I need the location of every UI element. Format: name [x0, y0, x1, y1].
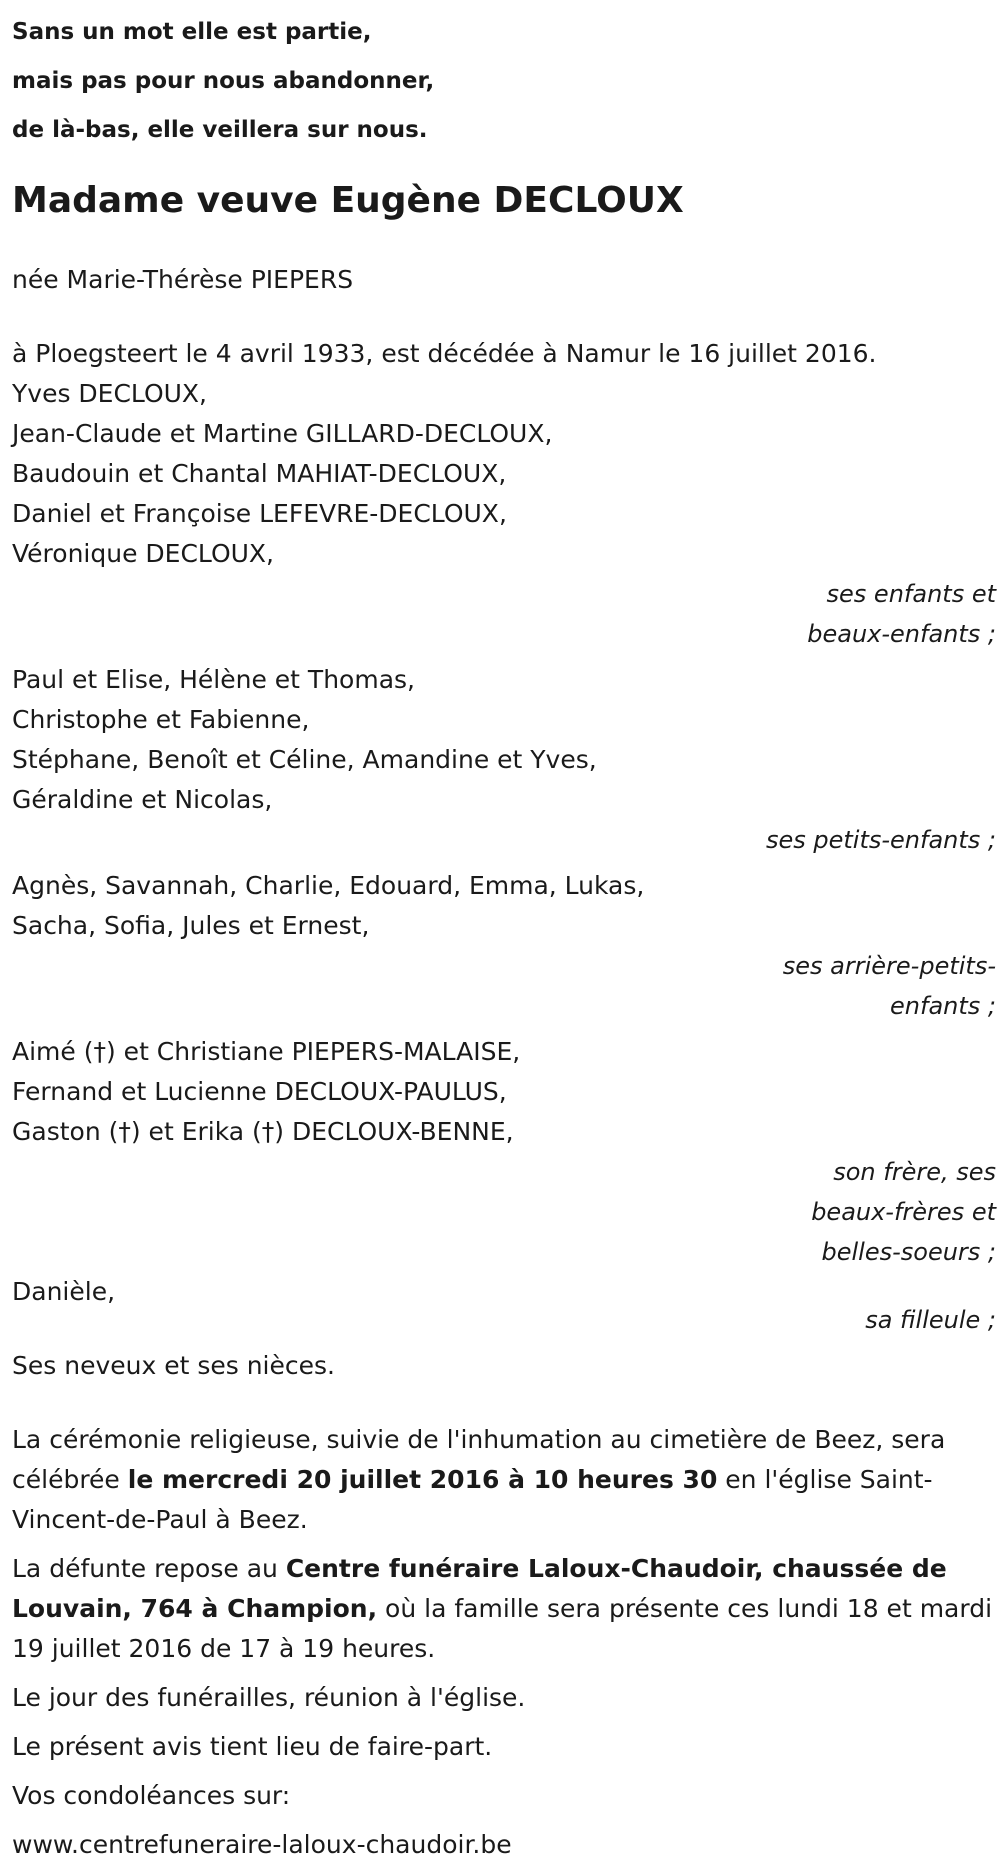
grandchildren-group — [12, 660, 998, 820]
obituary-content — [12, 0, 998, 1865]
family-member-line: Paul et Elise, Hélène et Thomas, — [12, 665, 415, 694]
family-member-line: Baudouin et Chantal MAHIAT-DECLOUX, — [12, 459, 507, 488]
family-member-line: Christophe et Fabienne, — [12, 705, 310, 734]
family-member-line: Aimé (†) et Christiane PIEPERS-MALAISE, — [12, 1037, 521, 1066]
family-member-line: Danièle, — [12, 1277, 116, 1306]
relation-line: son frère, ses — [833, 1158, 996, 1186]
dates-line: à Ploegsteert le 4 avril 1933, est décédée à Namur le 16 juillet 2016. — [12, 339, 877, 368]
family-member-line: Fernand et Lucienne DECLOUX-PAULUS, — [12, 1077, 507, 1106]
relation-line: ses arrière-petits- — [782, 952, 996, 980]
relation-line: beaux-enfants ; — [807, 620, 996, 648]
funeral-day-line: Le jour des funérailles, réunion à l'église. — [12, 1683, 526, 1712]
family-member-line: Sacha, Sofia, Jules et Ernest, — [12, 911, 370, 940]
family-member-line: Jean-Claude et Martine GILLARD-DECLOUX, — [12, 419, 553, 448]
family-member-line: Géraldine et Nicolas, — [12, 785, 273, 814]
ceremony-intro: La cérémonie religieuse, suivie de l'inhumation au cimetière de Beez, sera célébrée — [12, 1425, 946, 1494]
goddaughter-relation — [12, 1300, 998, 1340]
epigraph — [12, 0, 998, 155]
notice-line: Le présent avis tient lieu de faire-part. — [12, 1732, 493, 1761]
epigraph-line-1: Sans un mot elle est partie, — [12, 19, 372, 45]
ceremony-location: en l'église Saint-Vincent-de-Paul à Beez. — [12, 1465, 933, 1534]
relation-line: belles-soeurs ; — [821, 1238, 996, 1266]
repose-location: Centre funéraire Laloux-Chaudoir, chaussée de Louvain, 764 à Champion, — [12, 1554, 947, 1623]
relation-line: ses petits-enfants ; — [765, 826, 996, 854]
family-member-line: Yves DECLOUX, — [12, 379, 208, 408]
family-member-line: Gaston (†) et Erika (†) DECLOUX-BENNE, — [12, 1117, 514, 1146]
ceremony-paragraph — [12, 1420, 998, 1540]
children-relation — [12, 574, 998, 654]
great-grandchildren-relation — [12, 946, 998, 1026]
siblings-group — [12, 1032, 998, 1152]
condolences-label: Vos condoléances sur: — [12, 1781, 291, 1810]
ceremony-date: le mercredi 20 juillet 2016 à 10 heures 30 — [127, 1465, 718, 1494]
relation-line: ses enfants et — [826, 580, 996, 608]
family-member-line: Agnès, Savannah, Charlie, Edouard, Emma, Lukas, — [12, 871, 645, 900]
repose-paragraph — [12, 1549, 998, 1669]
epigraph-line-3: de là-bas, elle veillera sur nous. — [12, 117, 428, 143]
birth-name-line: née Marie-Thérèse PIEPERS — [12, 265, 354, 294]
family-member-line: Stéphane, Benoît et Céline, Amandine et Yves, — [12, 745, 597, 774]
great-grandchildren-group — [12, 866, 998, 946]
family-member-line: Daniel et Françoise LEFEVRE-DECLOUX, — [12, 499, 507, 528]
nephews-text: Ses neveux et ses nièces. — [12, 1351, 335, 1380]
family-member-line: Véronique DECLOUX, — [12, 539, 274, 568]
deceased-name: Madame veuve Eugène DECLOUX — [12, 180, 684, 221]
relation-line: enfants ; — [890, 992, 996, 1020]
relation-line: sa filleule ; — [865, 1306, 996, 1334]
repose-intro: La défunte repose au — [12, 1554, 286, 1583]
children-group — [12, 374, 998, 574]
grandchildren-relation — [12, 820, 998, 860]
website-link[interactable]: www.centrefuneraire-laloux-chaudoir.be — [12, 1830, 512, 1859]
repose-visiting-hours: où la famille sera présente ces lundi 18 et mardi 19 juillet 2016 de 17 à 19 heures. — [12, 1594, 993, 1663]
nephews-line — [12, 1346, 998, 1386]
epigraph-line-2: mais pas pour nous abandonner, — [12, 68, 435, 94]
siblings-relation — [12, 1152, 998, 1272]
relation-line: beaux-frères et — [811, 1198, 996, 1226]
